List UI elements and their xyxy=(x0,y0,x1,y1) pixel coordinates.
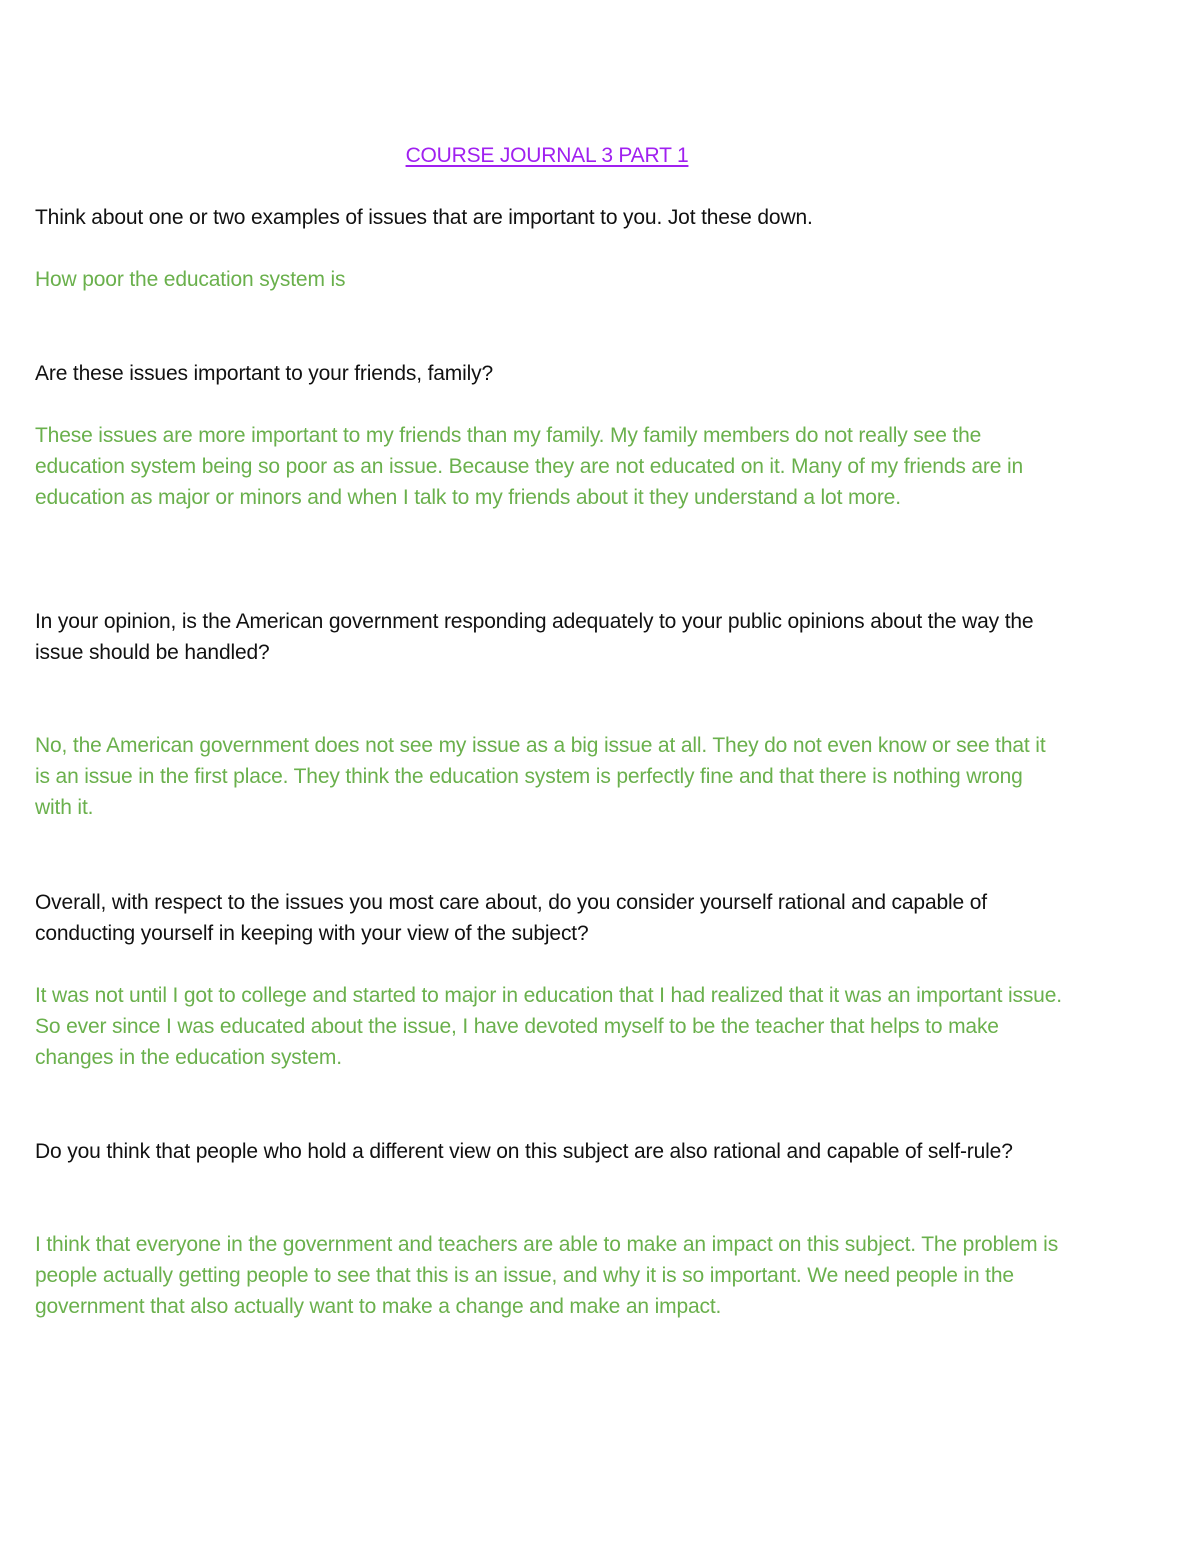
question-1: Think about one or two examples of issues that are important to you. Jot these down. xyxy=(35,206,813,229)
question-4: Overall, with respect to the issues you most care about, do you consider yourself rational and capable of conducting yourself in keeping with your view of the subject? xyxy=(35,891,987,945)
question-5: Do you think that people who hold a different view on this subject are also rational and capable of self-rule? xyxy=(35,1140,1013,1163)
answer-5: I think that everyone in the government and teachers are able to make an impact on this subject. The problem is people actually getting people to see that this is an issue, and why it is so important. We need people in the government that also actually want to make a change and make an impact. xyxy=(35,1233,1059,1318)
question-3: In your opinion, is the American government responding adequately to your public opinions about the way the issue should be handled? xyxy=(35,610,1034,664)
question-2: Are these issues important to your friends, family? xyxy=(35,362,494,385)
answer-4: It was not until I got to college and started to major in education that I had realized that it was an important issue. So ever since I was educated about the issue, I have devoted myself to be the teacher that helps to make changes in the education system. xyxy=(35,984,1062,1069)
answer-3: No, the American government does not see my issue as a big issue at all. They do not even know or see that it is an issue in the first place. They think the education system is perfectly fine and that there is nothing wrong with it. xyxy=(35,734,1046,819)
answer-1: How poor the education system is xyxy=(35,268,346,291)
document-title: COURSE JOURNAL 3 PART 1 xyxy=(405,144,689,167)
answer-2: These issues are more important to my friends than my family. My family members do not really see the education system being so poor as an issue. Because they are not educated on it. Many of my friends are in education as major or minors and when I talk to my friends about it they understand a lot more. xyxy=(35,424,1024,509)
